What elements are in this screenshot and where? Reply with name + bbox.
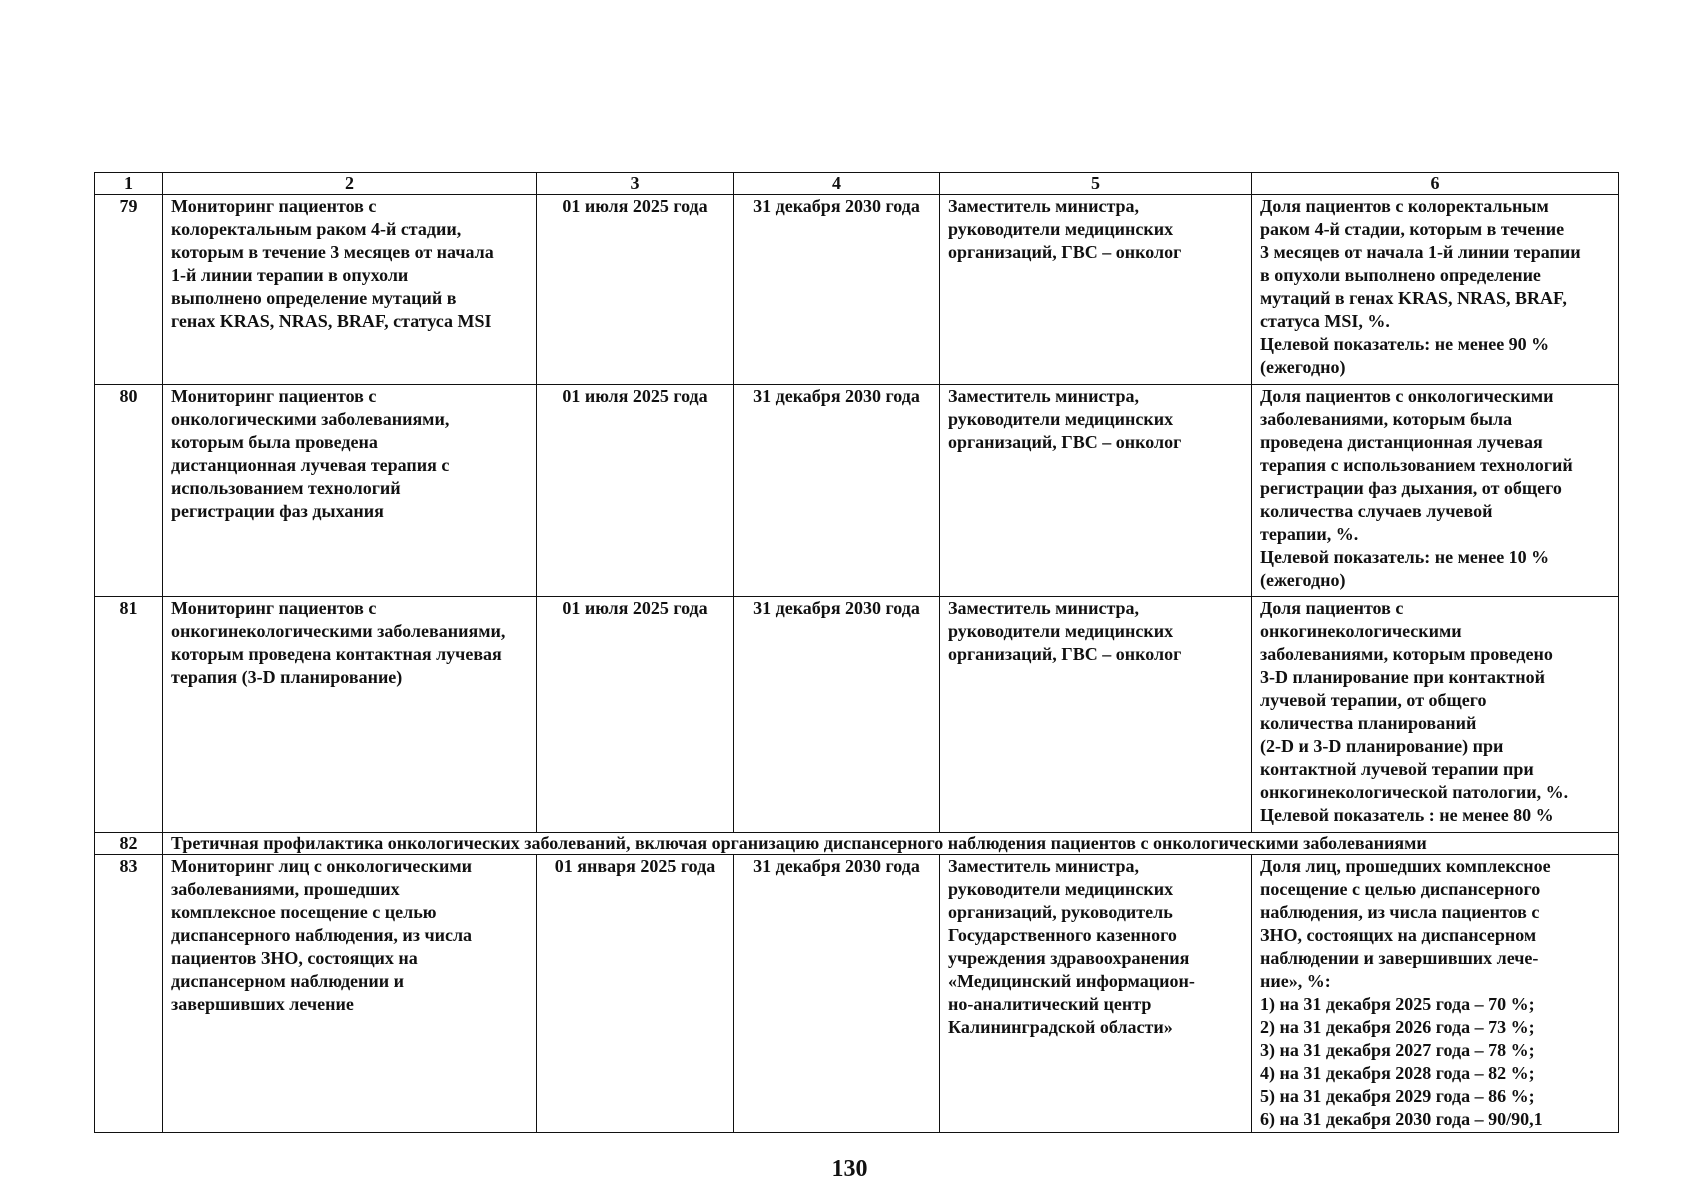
table-row bbox=[95, 855, 1619, 1133]
action-line: завершивших лечение bbox=[171, 994, 354, 1014]
indicator-line: 2) на 31 декабря 2026 года – 73 %; bbox=[1260, 1017, 1535, 1037]
action-line: Мониторинг пациентов с bbox=[171, 196, 377, 216]
indicator-line: 6) на 31 декабря 2030 года – 90/90,1 bbox=[1260, 1109, 1543, 1129]
responsible-line: Калининградской области» bbox=[948, 1017, 1173, 1037]
indicator-line: Доля лиц, прошедших комплексное bbox=[1260, 856, 1551, 876]
indicator-line: 3) на 31 декабря 2027 года – 78 %; bbox=[1260, 1040, 1535, 1060]
page-number: 130 bbox=[831, 1156, 868, 1182]
action-cell bbox=[163, 597, 537, 833]
indicator-line: заболеваниями, которым была bbox=[1260, 409, 1513, 429]
responsible-cell bbox=[940, 855, 1252, 1133]
start-date: 01 июля 2025 года bbox=[537, 385, 734, 597]
indicator-cell bbox=[1252, 855, 1619, 1133]
responsible-line: учреждения здравоохранения bbox=[948, 948, 1190, 968]
action-line: Мониторинг пациентов с bbox=[171, 598, 377, 618]
action-line: регистрации фаз дыхания bbox=[171, 501, 384, 521]
indicator-line: терапии, %. bbox=[1260, 524, 1359, 544]
table-row bbox=[95, 597, 1619, 833]
indicator-line: проведена дистанционная лучевая bbox=[1260, 432, 1543, 452]
indicator-line: 3-D планирование при контактной bbox=[1260, 667, 1545, 687]
action-line: пациентов ЗНО, состоящих на bbox=[171, 948, 418, 968]
responsible-line: Заместитель министра, bbox=[948, 856, 1140, 876]
plan-table bbox=[94, 172, 1619, 1133]
indicator-cell bbox=[1252, 385, 1619, 597]
responsible-line: организаций, ГВС – онколог bbox=[948, 644, 1182, 664]
responsible-line: руководители медицинских bbox=[948, 879, 1174, 899]
indicator-line: количества планирований bbox=[1260, 713, 1477, 733]
action-line: терапия (3-D планирование) bbox=[171, 667, 403, 687]
action-line: комплексное посещение с целью bbox=[171, 902, 437, 922]
action-line: Мониторинг лиц с онкологическими bbox=[171, 856, 472, 876]
indicator-line: мутаций в генах KRAS, NRAS, BRAF, bbox=[1260, 288, 1567, 308]
indicator-line: 5) на 31 декабря 2029 года – 86 %; bbox=[1260, 1086, 1535, 1106]
column-number: 6 bbox=[1252, 173, 1619, 195]
responsible-line: «Медицинский информацион- bbox=[948, 971, 1195, 991]
indicator-line: ЗНО, состоящих на диспансерном bbox=[1260, 925, 1537, 945]
responsible-line: Государственного казенного bbox=[948, 925, 1177, 945]
responsible-line: руководители медицинских bbox=[948, 219, 1174, 239]
indicator-line: (ежегодно) bbox=[1260, 357, 1346, 377]
indicator-line: наблюдения, из числа пациентов с bbox=[1260, 902, 1540, 922]
column-number: 3 bbox=[537, 173, 734, 195]
action-cell bbox=[163, 385, 537, 597]
responsible-line: организаций, ГВС – онколог bbox=[948, 432, 1182, 452]
row-number: 80 bbox=[95, 385, 163, 597]
action-line: диспансерного наблюдения, из числа bbox=[171, 925, 473, 945]
indicator-line: контактной лучевой терапии при bbox=[1260, 759, 1534, 779]
section-row bbox=[95, 833, 1619, 855]
indicator-line: Доля пациентов с онкологическими bbox=[1260, 386, 1554, 406]
action-line: онкогинекологическими заболеваниями, bbox=[171, 621, 506, 641]
action-line: которым была проведена bbox=[171, 432, 378, 452]
action-line: заболеваниями, прошедших bbox=[171, 879, 400, 899]
indicator-line: онкогинекологическими bbox=[1260, 621, 1462, 641]
indicator-line: терапия с использованием технологий bbox=[1260, 455, 1573, 475]
start-date: 01 июля 2025 года bbox=[537, 597, 734, 833]
indicator-line: Целевой показатель: не менее 10 % bbox=[1260, 547, 1550, 567]
column-number: 5 bbox=[940, 173, 1252, 195]
indicator-cell bbox=[1252, 597, 1619, 833]
row-number: 83 bbox=[95, 855, 163, 1133]
row-number: 79 bbox=[95, 195, 163, 385]
indicator-cell bbox=[1252, 195, 1619, 385]
responsible-line: Заместитель министра, bbox=[948, 598, 1140, 618]
action-cell bbox=[163, 855, 537, 1133]
indicator-line: 1) на 31 декабря 2025 года – 70 %; bbox=[1260, 994, 1535, 1014]
section-title: Третичная профилактика онкологических заболеваний, включая организацию диспансерного наблюдения пациентов с онкологическими заболеваниями bbox=[163, 833, 1619, 855]
responsible-cell bbox=[940, 195, 1252, 385]
indicator-line: лучевой терапии, от общего bbox=[1260, 690, 1487, 710]
start-date: 01 июля 2025 года bbox=[537, 195, 734, 385]
responsible-line: руководители медицинских bbox=[948, 409, 1174, 429]
action-line: генах KRAS, NRAS, BRAF, статуса MSI bbox=[171, 311, 492, 331]
action-line: 1-й линии терапии в опухоли bbox=[171, 265, 409, 285]
indicator-line: (2-D и 3-D планирование) при bbox=[1260, 736, 1504, 756]
responsible-cell bbox=[940, 385, 1252, 597]
action-line: использованием технологий bbox=[171, 478, 401, 498]
indicator-line: наблюдении и завершивших лече- bbox=[1260, 948, 1539, 968]
column-number: 1 bbox=[95, 173, 163, 195]
indicator-line: Доля пациентов с колоректальным bbox=[1260, 196, 1549, 216]
column-number: 2 bbox=[163, 173, 537, 195]
responsible-line: организаций, ГВС – онколог bbox=[948, 242, 1182, 262]
indicator-line: Доля пациентов с bbox=[1260, 598, 1404, 618]
indicator-line: посещение с целью диспансерного bbox=[1260, 879, 1541, 899]
column-number: 4 bbox=[734, 173, 940, 195]
action-line: которым проведена контактная лучевая bbox=[171, 644, 502, 664]
responsible-line: организаций, руководитель bbox=[948, 902, 1173, 922]
action-line: которым в течение 3 месяцев от начала bbox=[171, 242, 494, 262]
action-line: выполнено определение мутаций в bbox=[171, 288, 457, 308]
indicator-line: Целевой показатель: не менее 90 % bbox=[1260, 334, 1550, 354]
action-line: колоректальным раком 4-й стадии, bbox=[171, 219, 462, 239]
action-line: Мониторинг пациентов с bbox=[171, 386, 377, 406]
indicator-line: количества случаев лучевой bbox=[1260, 501, 1493, 521]
action-line: дистанционная лучевая терапия с bbox=[171, 455, 450, 475]
table-row bbox=[95, 385, 1619, 597]
action-line: диспансерном наблюдении и bbox=[171, 971, 405, 991]
table-row bbox=[95, 195, 1619, 385]
start-date: 01 января 2025 года bbox=[537, 855, 734, 1133]
indicator-line: регистрации фаз дыхания, от общего bbox=[1260, 478, 1562, 498]
column-number-row bbox=[95, 173, 1619, 195]
responsible-cell bbox=[940, 597, 1252, 833]
responsible-line: Заместитель министра, bbox=[948, 196, 1140, 216]
end-date: 31 декабря 2030 года bbox=[734, 855, 940, 1133]
responsible-line: руководители медицинских bbox=[948, 621, 1174, 641]
indicator-line: 4) на 31 декабря 2028 года – 82 %; bbox=[1260, 1063, 1535, 1083]
action-line: онкологическими заболеваниями, bbox=[171, 409, 450, 429]
end-date: 31 декабря 2030 года bbox=[734, 385, 940, 597]
indicator-line: 3 месяцев от начала 1-й линии терапии bbox=[1260, 242, 1581, 262]
indicator-line: в опухоли выполнено определение bbox=[1260, 265, 1541, 285]
end-date: 31 декабря 2030 года bbox=[734, 597, 940, 833]
indicator-line: Целевой показатель : не менее 80 % bbox=[1260, 805, 1554, 825]
action-cell bbox=[163, 195, 537, 385]
indicator-line: (ежегодно) bbox=[1260, 570, 1346, 590]
row-number: 82 bbox=[95, 833, 163, 855]
end-date: 31 декабря 2030 года bbox=[734, 195, 940, 385]
responsible-line: Заместитель министра, bbox=[948, 386, 1140, 406]
indicator-line: ние», %: bbox=[1260, 971, 1331, 991]
responsible-line: но-аналитический центр bbox=[948, 994, 1152, 1014]
indicator-line: онкогинекологической патологии, %. bbox=[1260, 782, 1569, 802]
indicator-line: заболеваниями, которым проведено bbox=[1260, 644, 1553, 664]
row-number: 81 bbox=[95, 597, 163, 833]
indicator-line: раком 4-й стадии, которым в течение bbox=[1260, 219, 1565, 239]
indicator-line: статуса MSI, %. bbox=[1260, 311, 1390, 331]
